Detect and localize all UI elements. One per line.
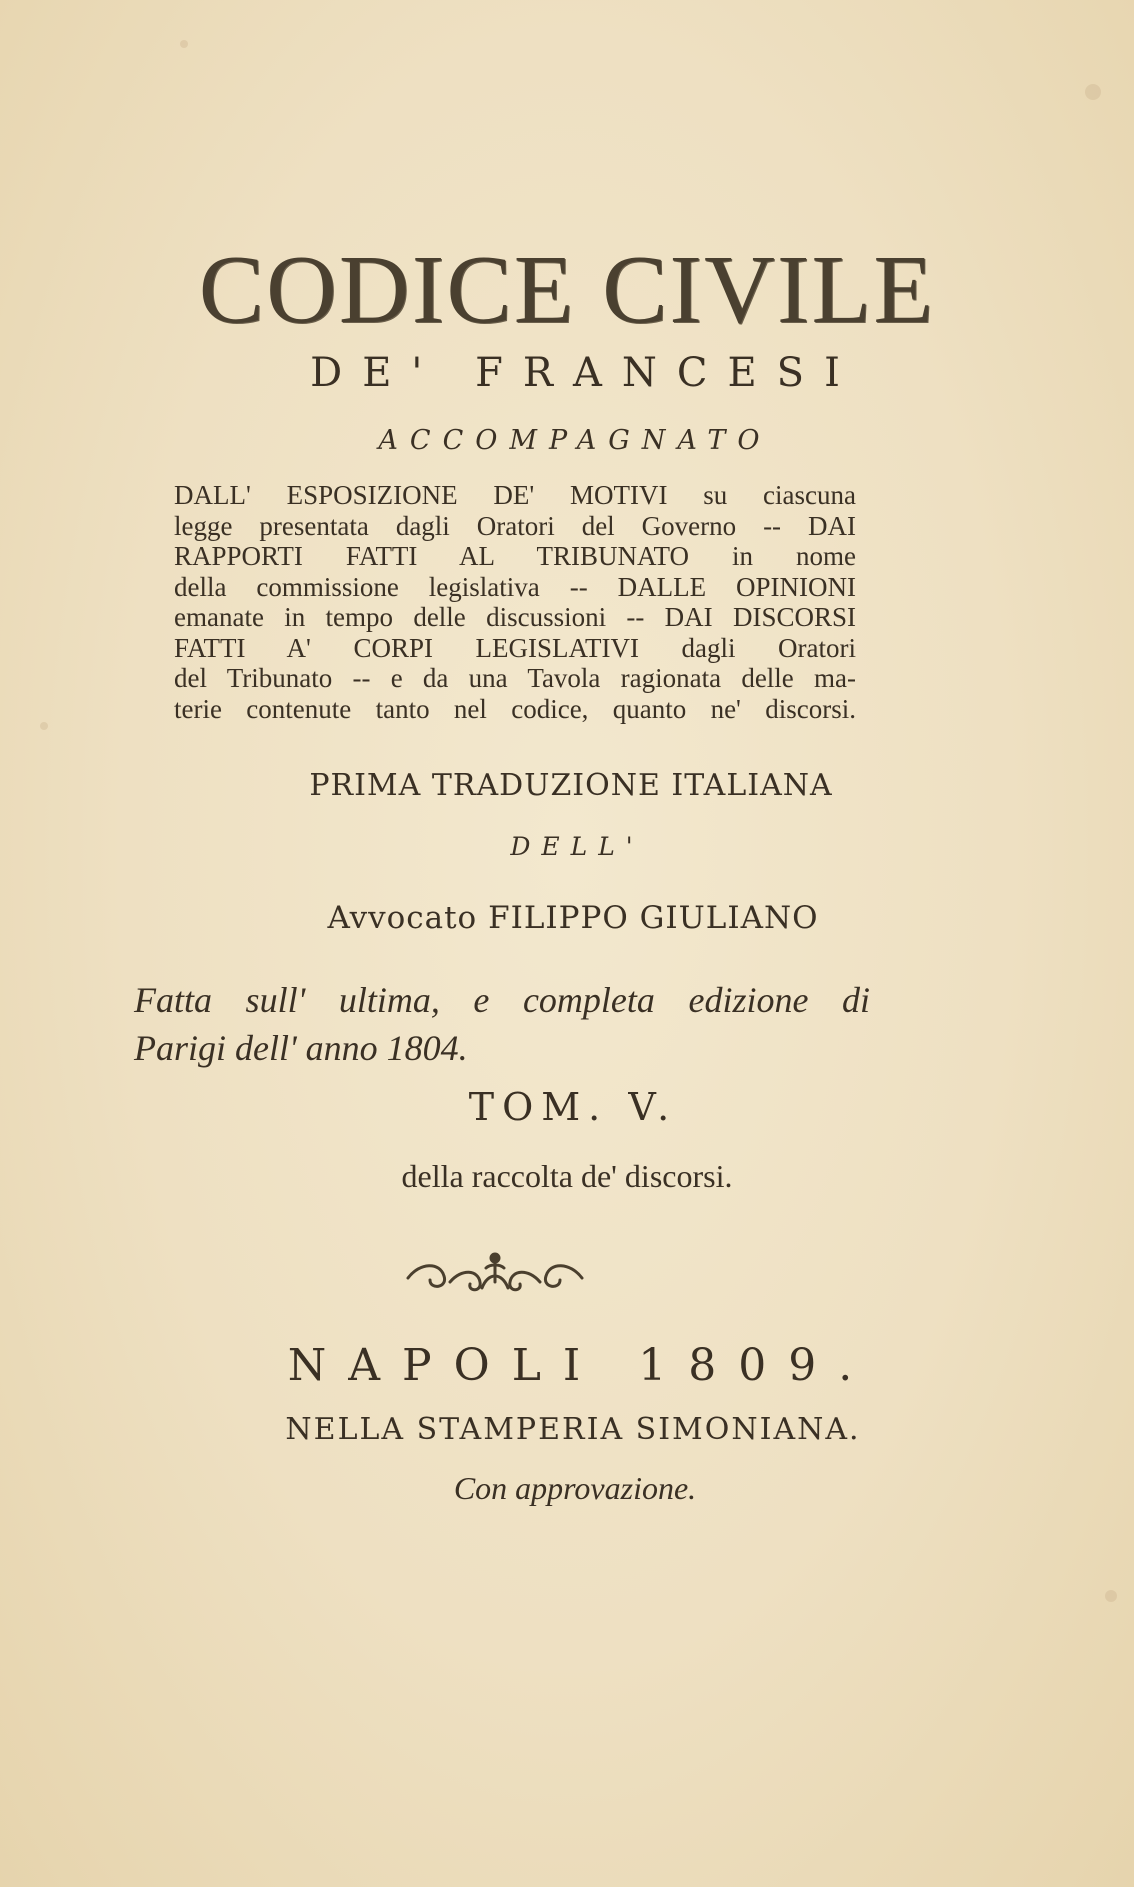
book-title: CODICE CIVILE <box>198 236 936 344</box>
description-line: emanate in tempo delle discussioni -- DAI DISCORSI <box>174 602 856 632</box>
paper-spot <box>180 40 188 48</box>
printer-imprint: NELLA STAMPERIA SIMONIANA. <box>285 1412 861 1447</box>
contents-description <box>174 480 856 724</box>
description-line: legge presentata dagli Oratori del Governo -- DAI <box>174 510 856 541</box>
description-line: della commissione legislativa -- DALLE OPINIONI <box>174 571 856 602</box>
dell-label: DELL' <box>510 832 644 861</box>
edition-note <box>134 976 870 1072</box>
translator-name: Avvocato FILIPPO GIULIANO <box>327 900 819 936</box>
description-line: del Tribunato -- e da una Tavola ragionata delle ma- <box>174 663 856 693</box>
accompagnato-label: ACCOMPAGNATO <box>378 425 772 456</box>
paper-spot <box>1105 1590 1117 1602</box>
edition-line: Parigi dell' anno 1804. <box>134 1028 468 1068</box>
volume-number: TOM. V. <box>468 1085 678 1129</box>
paper-spot <box>1085 84 1101 100</box>
paper-spot <box>40 722 48 730</box>
place-year: NAPOLI 1809. <box>287 1340 875 1391</box>
edition-line: Fatta sull' ultima, e completa edizione di <box>134 980 870 1020</box>
description-line: terie contenute tanto nel codice, quanto ne' discorsi. <box>174 693 856 724</box>
collection-note: della raccolta de' discorsi. <box>401 1158 733 1194</box>
book-subtitle: DE' FRANCESI <box>310 350 860 396</box>
description-line: RAPPORTI FATTI AL TRIBUNATO in nome <box>174 541 856 571</box>
translation-heading: PRIMA TRADUZIONE ITALIANA <box>309 768 833 803</box>
description-line: DALL' ESPOSIZIONE DE' MOTIVI su ciascuna <box>174 480 856 510</box>
description-line: FATTI A' CORPI LEGISLATIVI dagli Oratori <box>174 632 856 663</box>
fleuron-ornament-icon <box>400 1248 590 1300</box>
approval-note: Con approvazione. <box>453 1470 697 1506</box>
